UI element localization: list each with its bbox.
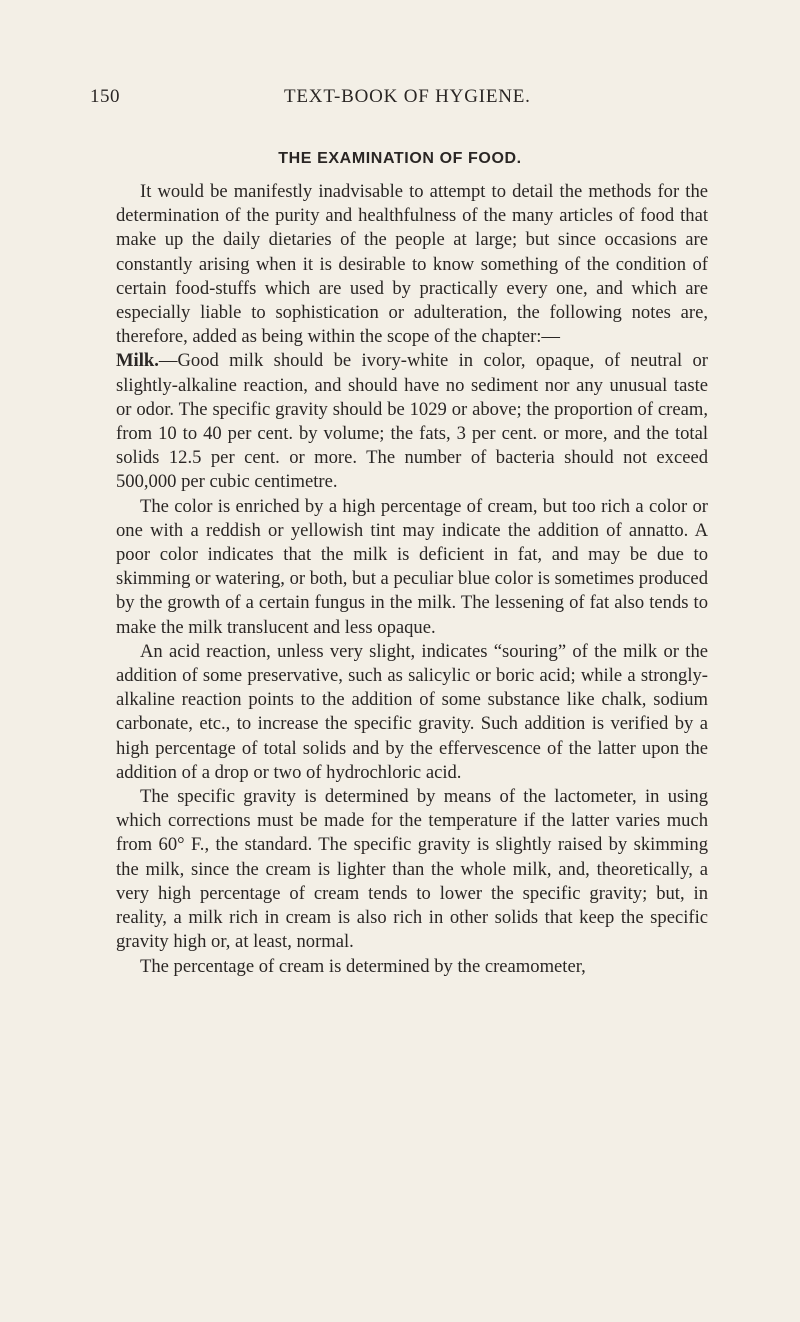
milk-description: —Good milk should be ivory-white in color, opaque, of neutral or slightly-alkaline reaction, and should have no sediment nor any unusual taste or odor. The specific gravity should be 1029 or above; the proportion of cream, from 10 to 40 per cent. by volume; the fats, 3 per cent. or more, and the total solids 12.5 per cent. or more. The number of bacteria should not exceed 500,000 per cubic centimetre. <box>116 350 708 493</box>
milk-run-in-heading: Milk. <box>116 350 159 372</box>
paragraph-color: The color is enriched by a high percentage of cream, but too rich a color or one with a reddish or yellowish tint may indicate the addition of annatto. A poor color indicates that the milk is deficient in fat, and may be due to skimming or watering, or both, but a peculiar blue color is sometimes produced by the growth of a certain fungus in the milk. The lessening of fat also tends to make the milk translucent and less opaque. <box>116 495 708 638</box>
page-number: 150 <box>90 86 120 107</box>
running-title: TEXT-BOOK OF HYGIENE. <box>284 86 531 107</box>
paragraph-acid-reaction: An acid reaction, unless very slight, indicates “souring” of the milk or the addition of some preservative, such as salicylic or boric acid; while a strongly-alkaline reaction points to the addition of some substance like chalk, sodium carbonate, etc., to increase the specific gravity. Such addition is verified by a high percentage of total solids and by the effervescence of the latter upon the addition of a drop or two of hydrochloric acid. <box>116 640 708 783</box>
paragraph-specific-gravity: The specific gravity is determined by means of the lactometer, in using which corrections must be made for the temperature if the latter varies much from 60° F., the standard. The specific gravity is slightly raised by skimming the milk, since the cream is lighter than the whole milk, and, theoretically, a very high percentage of cream tends to lower the specific gravity; but, in reality, a milk rich in cream is also rich in other solids that keep the specific gravity high or, at least, normal. <box>116 786 708 953</box>
body-text <box>116 180 708 979</box>
paragraph-milk <box>116 349 708 494</box>
running-head <box>90 86 710 116</box>
section-heading: THE EXAMINATION OF FOOD. <box>278 150 522 167</box>
paragraph-cream: The percentage of cream is determined by the creamometer, <box>140 955 586 977</box>
paragraph-intro: It would be manifestly inadvisable to attempt to detail the methods for the determination of the purity and healthfulness of the many articles of food that make up the daily dietaries of the people at large; but since occasions are constantly arising when it is desirable to know something of the condition of certain food-stuffs which are used by practically every one, and which are especially liable to sophistication or adulteration, the following notes are, therefore, added as being within the scope of the chapter:— <box>116 181 708 348</box>
